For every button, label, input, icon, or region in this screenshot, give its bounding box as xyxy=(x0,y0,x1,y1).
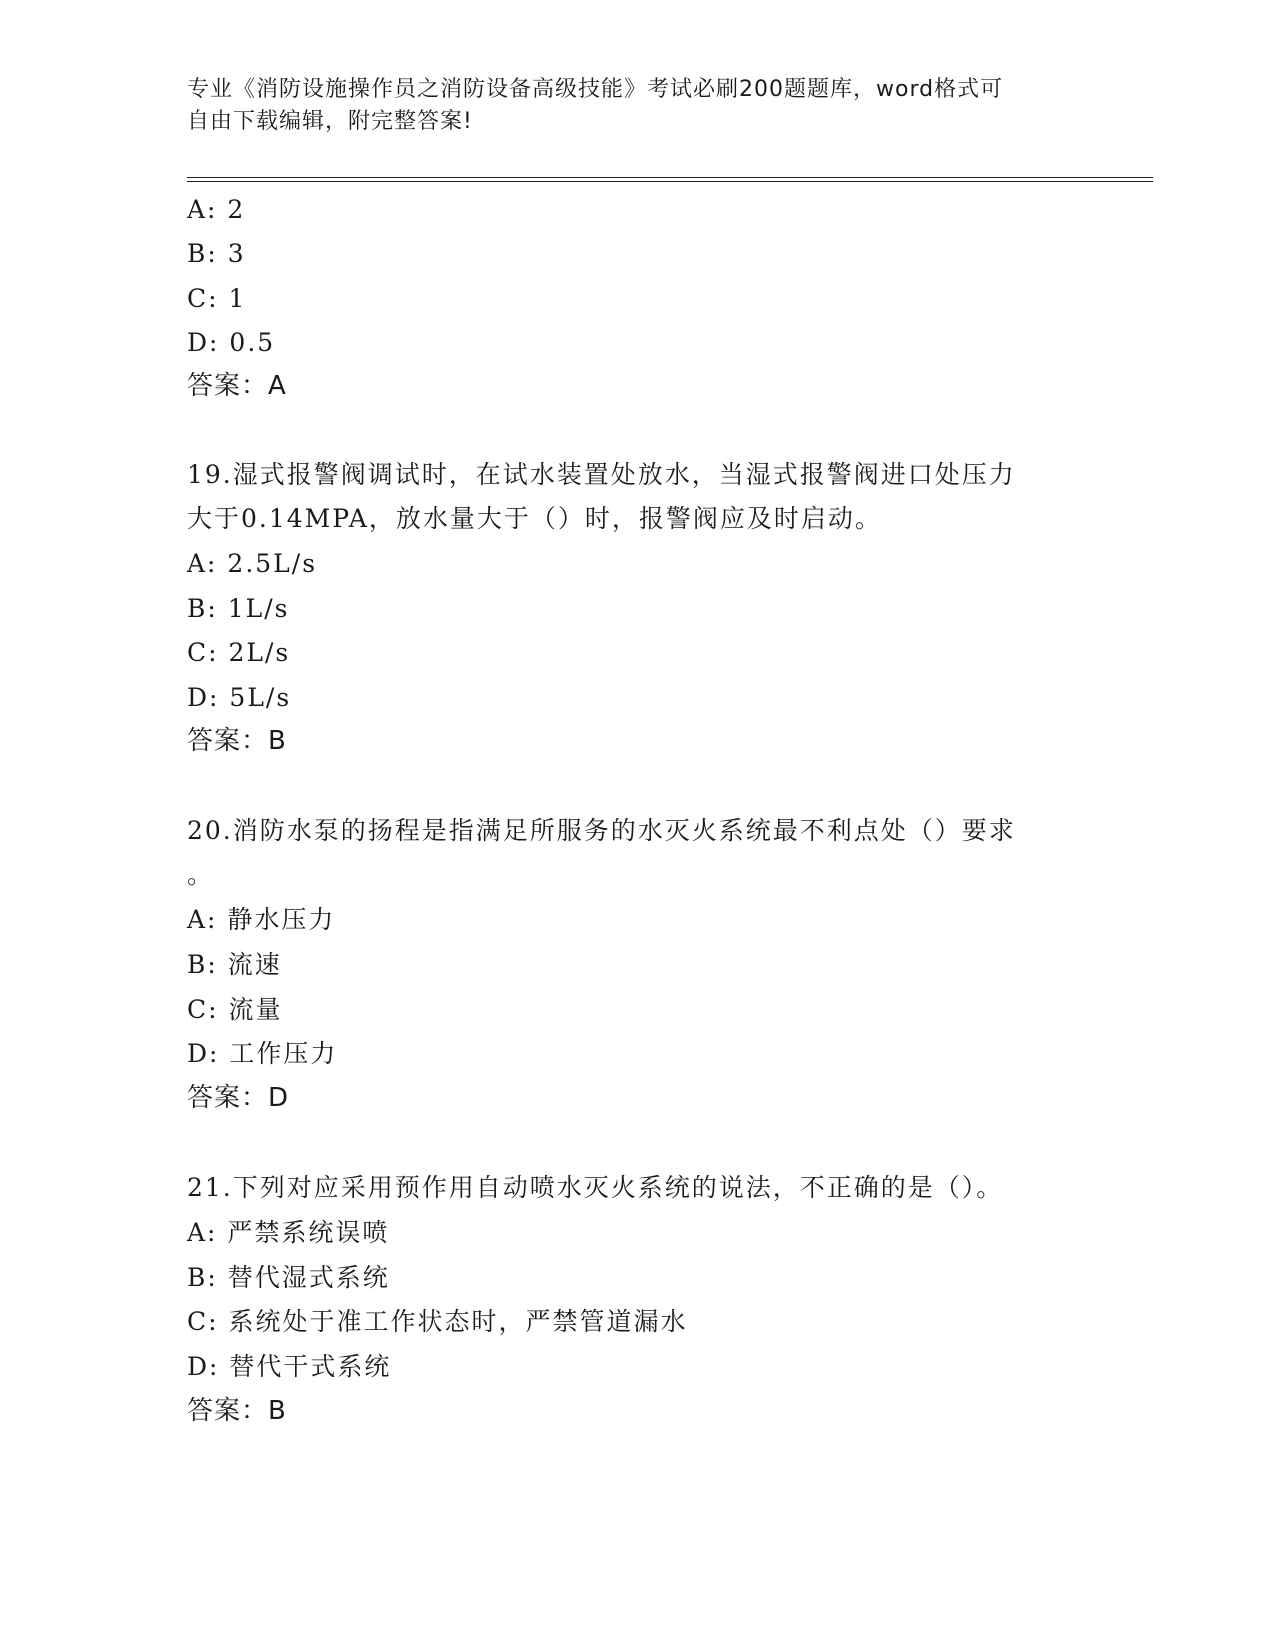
q20-answer: 答案：D xyxy=(187,1083,290,1113)
q-prev-option-c: C: 1 xyxy=(187,284,247,313)
header-line-1: 专业《消防设施操作员之消防设备高级技能》考试必刷200题题库，word格式可 xyxy=(187,77,1004,102)
q20-option-a: A: 静水压力 xyxy=(187,905,336,934)
q19-stem-line-2: 大于0.14MPA，放水量大于（）时，报警阀应及时启动。 xyxy=(187,504,882,533)
q-prev-answer: 答案：A xyxy=(187,371,287,401)
q19-option-a: A: 2.5L/s xyxy=(187,549,318,578)
q20-stem-line-2: 。 xyxy=(187,860,215,889)
q20-stem-line-1: 20.消防水泵的扬程是指满足所服务的水灭火系统最不利点处（）要求 xyxy=(187,816,1016,845)
q21-option-c: C: 系统处于准工作状态时，严禁管道漏水 xyxy=(187,1307,688,1336)
q21-stem-line-1: 21.下列对应采用预作用自动喷水灭火系统的说法，不正确的是（）。 xyxy=(187,1173,1004,1202)
q21-option-b: B: 替代湿式系统 xyxy=(187,1263,390,1292)
header-divider-bottom xyxy=(187,181,1153,182)
q21-option-d: D: 替代干式系统 xyxy=(187,1352,392,1381)
q20-option-d: D: 工作压力 xyxy=(187,1039,338,1068)
q-prev-option-b: B: 3 xyxy=(187,239,246,268)
header-divider-top xyxy=(187,177,1153,178)
q19-option-c: C: 2L/s xyxy=(187,638,291,667)
q19-option-d: D: 5L/s xyxy=(187,683,292,712)
q-prev-option-a: A: 2 xyxy=(187,195,246,224)
q21-answer: 答案：B xyxy=(187,1396,287,1426)
q-prev-option-d: D: 0.5 xyxy=(187,328,276,357)
q19-answer: 答案：B xyxy=(187,726,287,756)
document-header xyxy=(187,74,1067,138)
header-line-2: 自由下载编辑，附完整答案! xyxy=(187,109,473,134)
q19-option-b: B: 1L/s xyxy=(187,594,290,623)
q19-stem-line-1: 19.湿式报警阀调试时，在试水装置处放水，当湿式报警阀进口处压力 xyxy=(187,460,1016,489)
q20-option-b: B: 流速 xyxy=(187,950,282,979)
q21-option-a: A: 严禁系统误喷 xyxy=(187,1218,390,1247)
q20-option-c: C: 流量 xyxy=(187,995,283,1024)
